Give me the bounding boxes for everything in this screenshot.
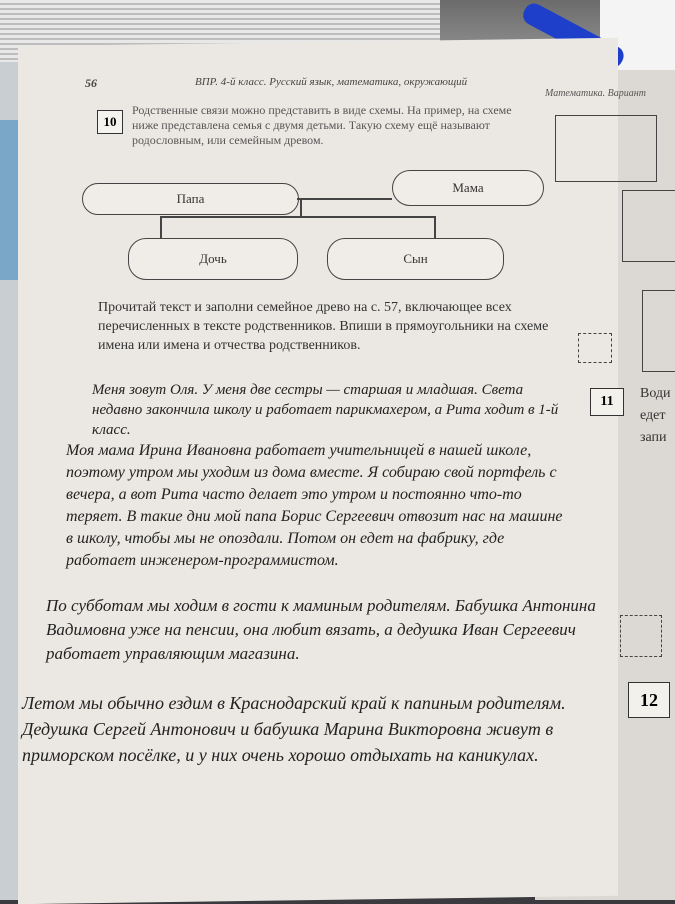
tree-line-down [300,198,302,216]
tree-node-syn: Сын [327,238,504,280]
task-intro: Родственные связи можно представить в виде схемы. На пример, на схеме ниже представлена семья с двумя детьми. Такую схему ещё называют родословным, или семейным древом. [132,103,512,147]
right-page-header: Математика. Вариант [545,88,646,99]
scheme-box-3 [642,290,675,372]
scheme-box-1 [555,115,657,182]
task-11-line-2: едет [640,408,666,423]
story-paragraph-3: По субботам мы ходим в гости к маминым родителям. Бабушка Антонина Вадимовна уже на пенсии, она любит вязать, а дедушка Иван Сергеевич работает управляющим магазина. [46,596,596,663]
tree-line-parents [297,198,392,200]
story-paragraph-4: Летом мы обычно ездим в Краснодарский край к папиным родителям. Дедушка Сергей Антонович и бабушка Марина Викторовна живут в приморском посёлке, и у них очень хорошо отдыхать на каникулах. [22,693,566,765]
tree-node-papa: Папа [82,183,299,215]
instruction-text: Прочитай текст и заполни семейное древо на с. 57, включающее всех перечисленных в тексте родственников. Впиши в прямоугольники на схеме имена или имена и отчества родственников. [98,300,549,353]
task-number: 10 [97,110,123,134]
tree-line-syn [434,216,436,238]
tree-line-children [160,216,435,218]
tree-node-doch: Дочь [128,238,298,280]
story-paragraph-1: Меня зовут Оля. У меня две сестры — старшая и младшая. Света недавно закончила школу и работает парикмахером, а Рита ходит в 1-й класс. [92,382,559,438]
task-11-line-3: запи [640,430,667,445]
task-12-number: 12 [628,682,670,718]
tree-line-doch [160,216,162,238]
tree-node-mama: Мама [392,170,544,206]
dashed-box-2 [620,615,662,657]
story-paragraph-2: Моя мама Ирина Ивановна работает учительницей в нашей школе, поэтому утром мы уходим из дома вместе. Я собираю свой портфель с вечера, а вот Рита часто делает это утром и постоянно что-то теряет. В такие дни мой папа Борис Сергеевич отвозит нас на машине в школу, чтобы мы не опоздали. Потом он едет на фабрику, где работает инженером-программистом. [66,442,563,569]
task-11-number: 11 [590,388,624,416]
page-number: 56 [85,76,97,90]
page-header [85,70,545,88]
header-title: ВПР. 4-й класс. Русский язык, математика, окружающий [195,76,468,88]
scheme-box-2 [622,190,675,262]
task-11-line-1: Води [640,386,671,401]
dashed-box-1 [578,333,612,363]
